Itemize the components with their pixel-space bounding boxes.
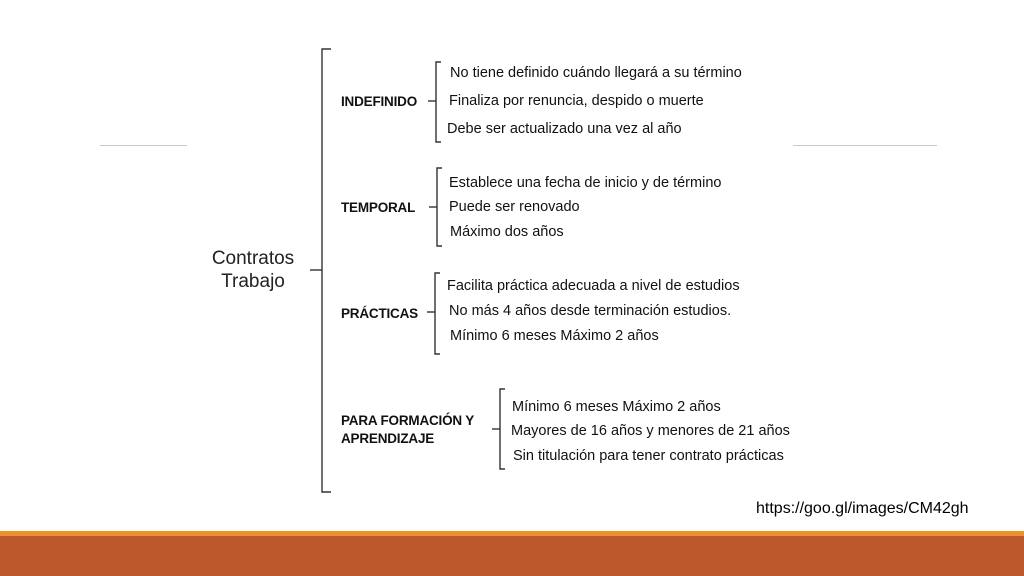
practicas-item-1: Facilita práctica adecuada a nivel de estudios bbox=[447, 278, 740, 294]
category-formacion-line2: APRENDIZAJE bbox=[341, 431, 435, 446]
source-url[interactable]: https://goo.gl/images/CM42gh bbox=[756, 500, 969, 517]
category-practicas: PRÁCTICAS bbox=[341, 306, 418, 321]
formacion-item-3: Sin titulación para tener contrato prácticas bbox=[513, 448, 784, 464]
formacion-item-1: Mínimo 6 meses Máximo 2 años bbox=[512, 399, 721, 415]
practicas-item-3: Mínimo 6 meses Máximo 2 años bbox=[450, 328, 659, 344]
root-label-line2: Trabajo bbox=[221, 271, 285, 292]
root-label bbox=[198, 247, 308, 293]
indefinido-item-2: Finaliza por renuncia, despido o muerte bbox=[449, 93, 704, 109]
footer-bar bbox=[0, 536, 1024, 576]
practicas-bracket bbox=[435, 273, 440, 354]
indefinido-item-3: Debe ser actualizado una vez al año bbox=[447, 121, 682, 137]
main-bracket bbox=[322, 49, 331, 492]
practicas-item-2: No más 4 años desde terminación estudios. bbox=[449, 303, 732, 319]
temporal-item-2: Puede ser renovado bbox=[449, 199, 580, 215]
category-formacion-line1: PARA FORMACIÓN Y bbox=[341, 413, 475, 428]
temporal-bracket bbox=[437, 168, 442, 246]
formacion-item-2: Mayores de 16 años y menores de 21 años bbox=[511, 423, 790, 439]
category-temporal: TEMPORAL bbox=[341, 200, 416, 215]
formacion-bracket bbox=[500, 389, 505, 469]
category-formacion bbox=[341, 412, 474, 448]
temporal-item-3: Máximo dos años bbox=[450, 224, 564, 240]
category-indefinido: INDEFINIDO bbox=[341, 94, 418, 109]
indefinido-item-1: No tiene definido cuándo llegará a su término bbox=[450, 65, 742, 81]
root-label-line1: Contratos bbox=[211, 248, 295, 269]
indefinido-bracket bbox=[436, 62, 441, 142]
temporal-item-1: Establece una fecha de inicio y de término bbox=[449, 175, 722, 191]
